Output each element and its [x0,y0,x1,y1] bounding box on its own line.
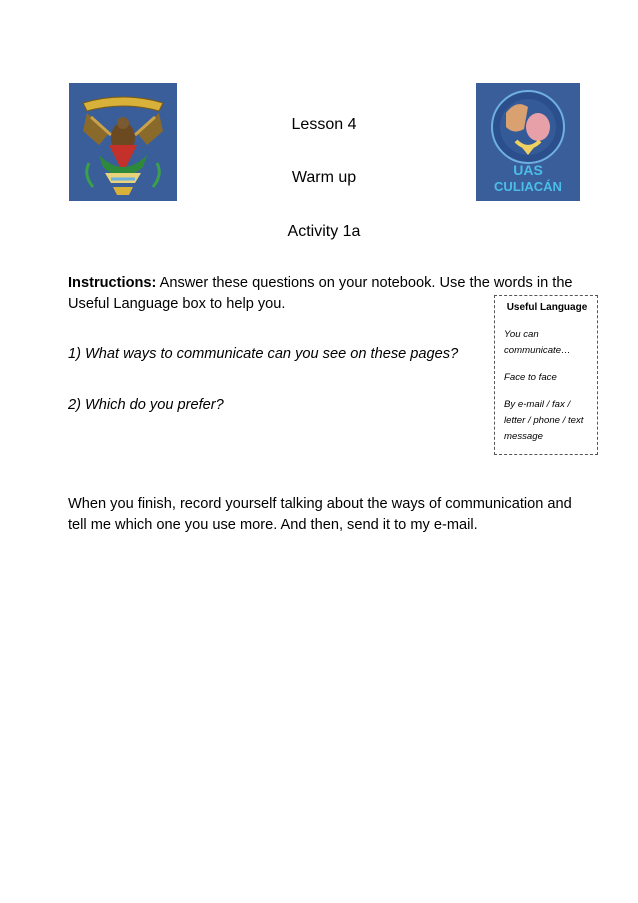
instructions-label: Instructions: [68,275,157,291]
warmup-title: Warm up [291,169,357,186]
useful-language-item: You can communicate… [504,329,571,356]
question-1: 1) What ways to communicate can you see on these pages? [68,346,459,362]
instructions-text: Answer these questions on your notebook. Use the words in the Useful Language box to help you. [68,275,573,312]
closing-instructions: When you finish, record yourself talking about the ways of communication and tell me which one you use more. And then, send it to my e-mail. [68,496,572,533]
useful-language-item: Face to face [504,372,557,383]
question-2: 2) Which do you prefer? [68,397,224,413]
lesson-title: Lesson 4 [291,116,357,133]
svg-text:UAS: UAS [513,162,543,178]
useful-language-item: By e-mail / fax / letter / phone / text message [504,399,584,442]
activity-title: Activity 1a [287,223,361,240]
svg-text:CULIACÁN: CULIACÁN [494,179,562,194]
useful-language-title: Useful Language [506,302,588,313]
useful-language-box [494,295,598,455]
